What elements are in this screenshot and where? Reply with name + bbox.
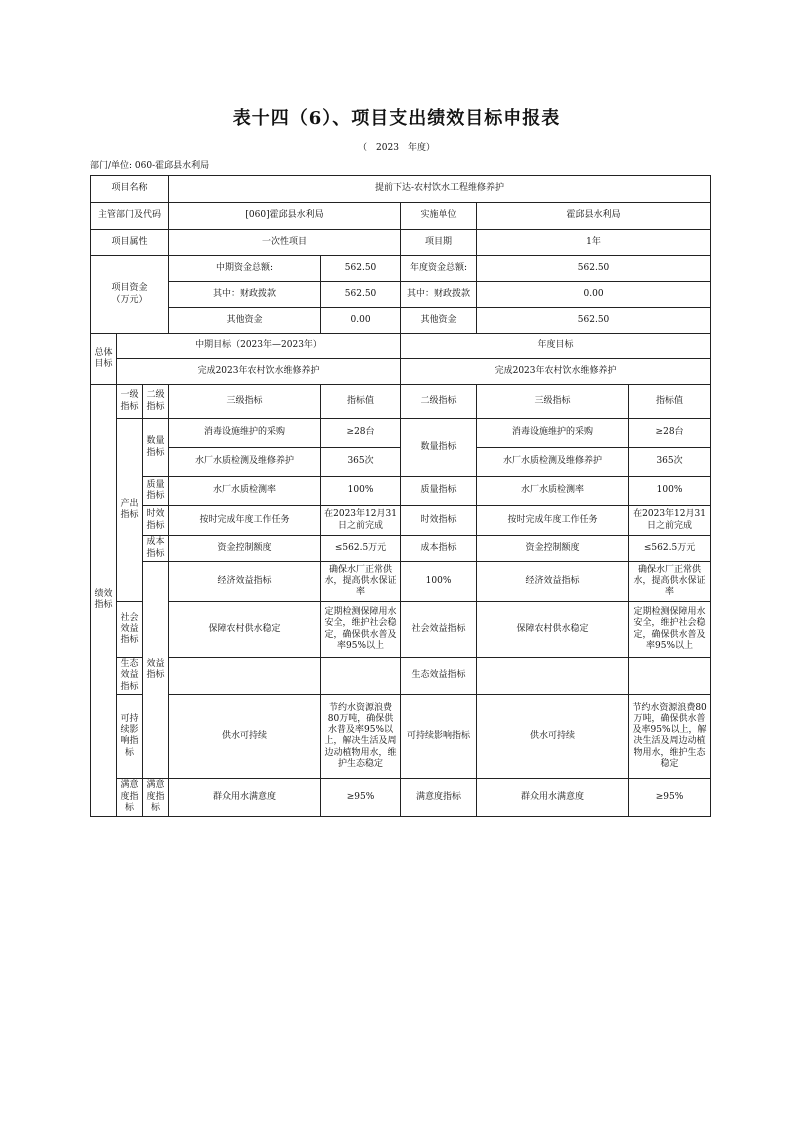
qty2-level3: 水厂水质检测及维修养护 <box>169 448 321 477</box>
econ-indicator-label: 经济效益指标 <box>169 562 321 602</box>
project-attr-label: 项目属性 <box>91 230 169 256</box>
qty2-value: 365次 <box>321 448 401 477</box>
effect-indicator-label: 效益指标 <box>143 562 169 779</box>
time-value: 在2023年12月31日之前完成 <box>321 506 401 536</box>
eco-value <box>321 658 401 695</box>
social-indicator-label-year: 社会效益指标 <box>401 602 477 658</box>
social-level3: 保障农村供水稳定 <box>169 602 321 658</box>
year-fiscal-value: 0.00 <box>477 282 711 308</box>
output-indicator-label: 产出指标 <box>117 419 143 602</box>
mid-fiscal-value: 562.50 <box>321 282 401 308</box>
col-level2: 二级指标 <box>143 385 169 419</box>
project-period-value: 1年 <box>477 230 711 256</box>
eco-indicator-label: 生态效益指标 <box>117 658 143 695</box>
mid-other-label: 其他资金 <box>169 308 321 334</box>
col-level1: 一级指标 <box>117 385 143 419</box>
qty1-level3: 消毒设施维护的采购 <box>169 419 321 448</box>
time-level3-year: 按时完成年度工作任务 <box>477 506 629 536</box>
impl-unit-value: 霍邱县水利局 <box>477 203 711 230</box>
social-indicator-label: 社会效益指标 <box>117 602 143 658</box>
qty1-value-year: ≥28台 <box>629 419 711 448</box>
performance-target-table <box>90 175 711 817</box>
sustain-level3: 供水可持续 <box>169 694 321 778</box>
cost-value-year: ≤562.5万元 <box>629 536 711 562</box>
mid-other-value: 0.00 <box>321 308 401 334</box>
col-value: 指标值 <box>321 385 401 419</box>
sustain-value-year: 节约水资源浪费80万吨，确保供水普及率95%以上，解决生活及周边动植物用水，维护生态稳定 <box>629 694 711 778</box>
cost-indicator-label: 成本指标 <box>143 536 169 562</box>
col-level3-year: 三级指标 <box>477 385 629 419</box>
time-value-year: 在2023年12月31日之前完成 <box>629 506 711 536</box>
quality-value-year: 100% <box>629 477 711 506</box>
mid-total-label: 中期资金总额: <box>169 256 321 282</box>
satisfaction-level2-year: 满意度指标 <box>401 778 477 816</box>
quality-level3-year: 水厂水质检测率 <box>477 477 629 506</box>
quantity-indicator-label: 数量指标 <box>143 419 169 477</box>
eco-level3-year <box>477 658 629 695</box>
sustain-indicator-label-year: 可持续影响指标 <box>401 694 477 778</box>
time-indicator-label-year: 时效指标 <box>401 506 477 536</box>
quantity-indicator-label-year: 数量指标 <box>401 419 477 477</box>
dept-value: [060]霍邱县水利局 <box>169 203 401 230</box>
satisfaction-value: ≥95% <box>321 778 401 816</box>
cost-indicator-label-year: 成本指标 <box>401 536 477 562</box>
satisfaction-value-year: ≥95% <box>629 778 711 816</box>
dept-label: 主管部门及代码 <box>91 203 169 230</box>
satisfaction-indicator-label: 满意度指标 <box>117 778 143 816</box>
quality-value: 100% <box>321 477 401 506</box>
year-line: （ 2023 年度） <box>358 143 435 153</box>
econ-value: 100% <box>401 562 477 602</box>
project-attr-value: 一次性项目 <box>169 230 401 256</box>
eco-level3 <box>169 658 321 695</box>
cost-value: ≤562.5万元 <box>321 536 401 562</box>
econ-indicator-label-year: 经济效益指标 <box>477 562 629 602</box>
econ-level3: 确保水厂正常供水，提高供水保证率 <box>321 562 401 602</box>
perf-indicator-label: 绩效指标 <box>91 385 117 817</box>
year-goal-text: 完成2023年农村饮水维修养护 <box>401 359 711 385</box>
project-period-label: 项目期 <box>401 230 477 256</box>
quality-level3: 水厂水质检测率 <box>169 477 321 506</box>
sustain-indicator-label: 可持续影响指标 <box>117 694 143 778</box>
project-name-label: 项目名称 <box>91 176 169 203</box>
department-line: 部门/单位: 060-霍邱县水利局 <box>90 161 210 171</box>
sustain-level3-year: 供水可持续 <box>477 694 629 778</box>
quality-indicator-label-year: 质量指标 <box>401 477 477 506</box>
col-level3: 三级指标 <box>169 385 321 419</box>
qty1-value: ≥28台 <box>321 419 401 448</box>
quality-indicator-label: 质量指标 <box>143 477 169 506</box>
econ-level3-year: 确保水厂正常供水，提高供水保证率 <box>629 562 711 602</box>
cost-level3-year: 资金控制额度 <box>477 536 629 562</box>
mid-goal-header: 中期目标（2023年—2023年） <box>117 334 401 359</box>
time-indicator-label: 时效指标 <box>143 506 169 536</box>
time-level3: 按时完成年度工作任务 <box>169 506 321 536</box>
qty2-value-year: 365次 <box>629 448 711 477</box>
social-value: 定期检测保障用水安全，维护社会稳定，确保供水普及率95%以上 <box>321 602 401 658</box>
col-level2-year: 二级指标 <box>401 385 477 419</box>
project-name-value: 提前下达-农村饮水工程维修养护 <box>169 176 711 203</box>
social-level3-year: 保障农村供水稳定 <box>477 602 629 658</box>
qty2-level3-year: 水厂水质检测及维修养护 <box>477 448 629 477</box>
col-value-year: 指标值 <box>629 385 711 419</box>
sustain-value: 节约水资源浪费80万吨，确保供水普及率95%以上，解决生活及周边动植物用水，维护生态稳定 <box>321 694 401 778</box>
satisfaction-level3-year: 群众用水满意度 <box>477 778 629 816</box>
qty1-level3-year: 消毒设施维护的采购 <box>477 419 629 448</box>
year-goal-header: 年度目标 <box>401 334 711 359</box>
mid-total-value: 562.50 <box>321 256 401 282</box>
year-total-label: 年度资金总额: <box>401 256 477 282</box>
mid-goal-text: 完成2023年农村饮水维修养护 <box>117 359 401 385</box>
satisfaction-level3: 群众用水满意度 <box>169 778 321 816</box>
year-fiscal-label: 其中：财政拨款 <box>401 282 477 308</box>
eco-value-year <box>629 658 711 695</box>
overall-goal-label: 总体目标 <box>91 334 117 385</box>
cost-level3: 资金控制额度 <box>169 536 321 562</box>
social-value-year: 定期检测保障用水安全，维护社会稳定，确保供水普及率95%以上 <box>629 602 711 658</box>
year-other-label: 其他资金 <box>401 308 477 334</box>
satisfaction-level2: 满意度指标 <box>143 778 169 816</box>
eco-indicator-label-year: 生态效益指标 <box>401 658 477 695</box>
year-other-value: 562.50 <box>477 308 711 334</box>
impl-unit-label: 实施单位 <box>401 203 477 230</box>
funds-label: 项目资金 （万元） <box>91 256 169 334</box>
mid-fiscal-label: 其中：财政拨款 <box>169 282 321 308</box>
year-total-value: 562.50 <box>477 256 711 282</box>
page-title: 表十四（6）、项目支出绩效目标申报表 <box>232 108 561 129</box>
